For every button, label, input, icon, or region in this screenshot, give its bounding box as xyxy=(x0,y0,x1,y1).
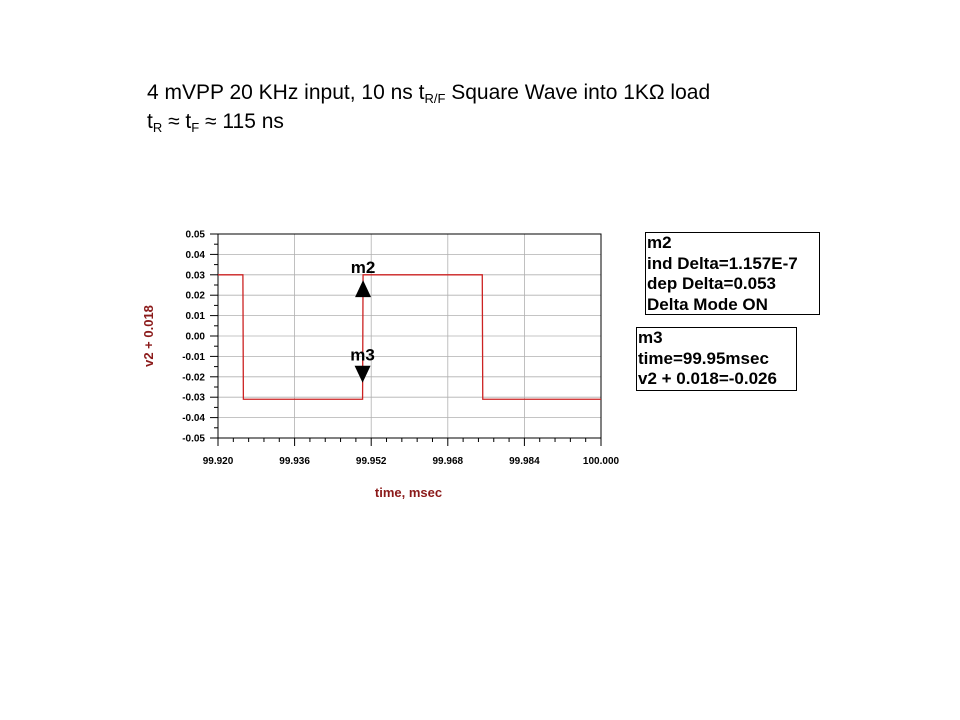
marker-m2-triangle xyxy=(355,280,371,297)
y-tick-label: 0.00 xyxy=(185,331,205,343)
m2-readout-line: Delta Mode ON xyxy=(647,294,768,314)
title-line2-sub2: F xyxy=(191,120,200,135)
marker-m3-triangle xyxy=(355,366,371,383)
title-line2-sub1: R xyxy=(152,120,163,135)
y-tick-label: 0.03 xyxy=(185,270,205,282)
x-axis-label: time, msec xyxy=(374,485,443,500)
grid xyxy=(218,234,601,438)
title-line2-mid: ≈ t xyxy=(162,110,192,133)
marker-m2-readout[interactable] xyxy=(645,232,820,315)
y-axis-label: v2 + 0.018 xyxy=(141,305,156,367)
title-line1-post: Square Wave into 1KΩ load xyxy=(445,81,711,104)
x-tick-label: 99.984 xyxy=(509,456,540,467)
y-tick-label: 0.02 xyxy=(185,290,205,302)
title-line2-post: ≈ 115 ns xyxy=(199,110,284,133)
title-line2-t1: t xyxy=(147,110,153,133)
marker-m3-label: m3 xyxy=(350,345,375,365)
m3-readout-line: v2 + 0.018=-0.026 xyxy=(638,369,777,388)
m2-readout-line: ind Delta=1.157E-7 xyxy=(647,253,798,273)
x-tick-label: 99.936 xyxy=(279,456,310,467)
x-tick-label: 99.952 xyxy=(355,456,387,467)
y-tick-label: -0.05 xyxy=(182,433,205,445)
y-tick-label: -0.02 xyxy=(182,372,205,384)
y-tick-label: 0.04 xyxy=(185,249,205,261)
m2-readout-line: dep Delta=0.053 xyxy=(647,274,776,293)
series-line xyxy=(218,275,601,399)
y-tick-label: 0.01 xyxy=(185,311,205,323)
tick-labels xyxy=(182,230,619,468)
x-tick-label: 99.968 xyxy=(432,456,464,467)
m3-readout-line: m3 xyxy=(638,328,663,347)
title-line1-pre: 4 mVPP 20 KHz input, 10 ns t xyxy=(147,81,425,104)
y-tick-label: -0.03 xyxy=(182,392,205,404)
x-tick-label: 100.000 xyxy=(582,456,620,467)
marker-m2-label: m2 xyxy=(350,258,376,278)
axis-ticks xyxy=(210,234,601,446)
title-line1-sub: R/F xyxy=(424,91,446,106)
m3-readout-line: time=99.95msec xyxy=(638,348,769,368)
y-tick-label: -0.01 xyxy=(182,351,205,363)
marker-m3-readout[interactable] xyxy=(636,327,797,391)
x-tick-label: 99.920 xyxy=(202,456,234,467)
y-tick-label: 0.05 xyxy=(185,229,205,241)
m2-readout-line: m2 xyxy=(647,233,672,252)
y-tick-label: -0.04 xyxy=(182,413,205,425)
